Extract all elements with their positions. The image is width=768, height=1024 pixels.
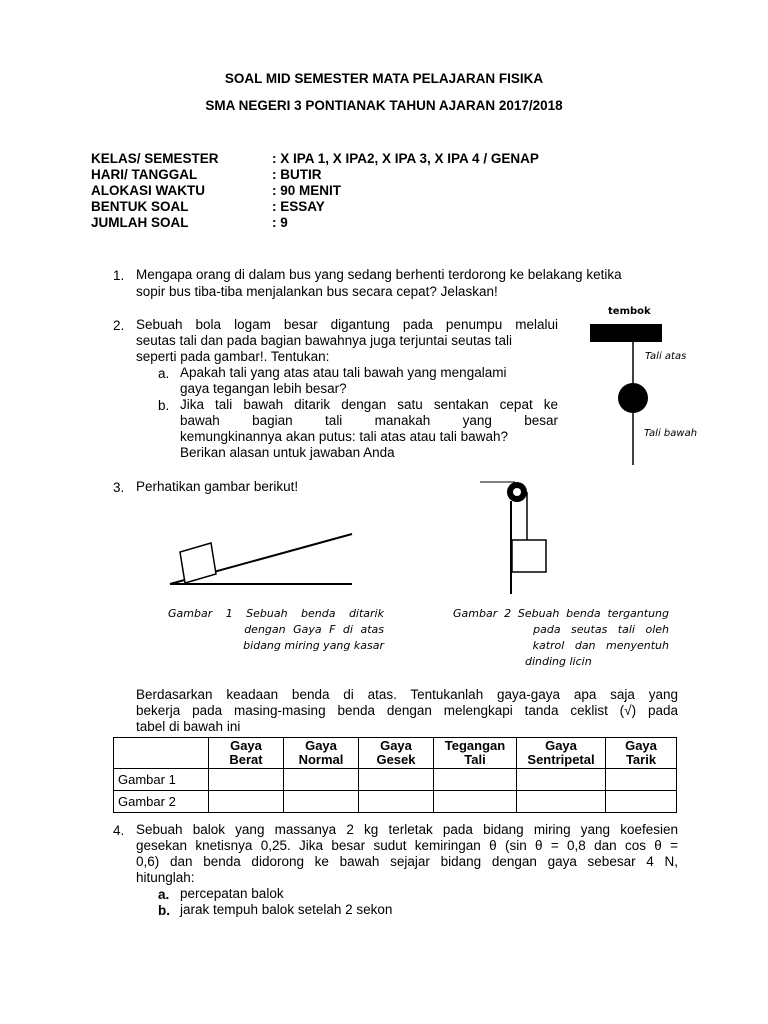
table-header-row (114, 738, 677, 769)
pulley-axle (513, 488, 521, 496)
table-row-label: Gambar 2 (114, 791, 209, 813)
table-cell[interactable] (209, 791, 284, 813)
figure-label-top-rope: Tali atas (645, 351, 687, 362)
wall-support (590, 324, 662, 342)
info-label-count: JUMLAH SOAL (91, 215, 189, 230)
table-cell[interactable] (434, 769, 517, 791)
question-text-line: seperti pada gambar!. Tentukan: (136, 349, 330, 364)
school-subtitle: SMA NEGERI 3 PONTIANAK TAHUN AJARAN 2017/2018 (205, 98, 563, 113)
question-text-line: Sebuah bola logam besar digantung pada penumpu melalui (136, 317, 558, 332)
inclined-plane-figure (165, 530, 360, 590)
page-title: SOAL MID SEMESTER MATA PELAJARAN FISIKA (224, 71, 544, 86)
question-text-line: 0,6) dan benda didorong ke bawah sejajar bidang dengan gaya sebesar 4 N, (136, 854, 678, 869)
table-cell[interactable] (606, 791, 677, 813)
question-text-line: Perhatikan gambar berikut! (136, 479, 299, 494)
figure-1-caption: Gambar 1 Sebuah benda ditarik dengan Gaya F di atas bidang miring yang kasar (168, 607, 384, 652)
sub-question-text: Berikan alasan untuk jawaban Anda (180, 445, 395, 460)
figure-label-bottom-rope: Tali bawah (644, 428, 698, 439)
hanging-block (512, 540, 546, 572)
info-value-date: : BUTIR (272, 167, 322, 182)
info-label-time: ALOKASI WAKTU (91, 183, 205, 198)
table-header: Gaya Normal (284, 738, 359, 769)
question-text-line: bekerja pada masing-masing benda dengan melengkapi tanda ceklist (√) pada (136, 703, 678, 718)
sub-question-letter: b. (158, 903, 170, 918)
table-cell[interactable] (517, 791, 606, 813)
pulley-figure (475, 476, 555, 596)
info-value-time: : 90 MENIT (272, 183, 342, 198)
sub-question-letter: a. (158, 887, 170, 902)
sub-question-text: bawah bagian tali manakah yang besar (180, 413, 558, 428)
question-number: 3. (113, 480, 125, 495)
table-row (114, 791, 677, 813)
table-header: Gaya Sentripetal (517, 738, 606, 769)
table-header: Gaya Gesek (359, 738, 434, 769)
question-number: 1. (113, 268, 125, 283)
question-text-line: hitunglah: (136, 870, 195, 885)
table-cell[interactable] (359, 769, 434, 791)
info-value-class: : X IPA 1, X IPA2, X IPA 3, X IPA 4 / GENAP (272, 151, 539, 166)
block-on-incline (180, 543, 216, 583)
force-checklist-table (113, 737, 677, 813)
table-header: Tegangan Tali (434, 738, 517, 769)
figure-label-wall: tembok (608, 306, 651, 317)
sub-question-text: Apakah tali yang atas atau tali bawah yang mengalami (180, 365, 507, 380)
info-value-form: : ESSAY (272, 199, 325, 214)
question-text-line: seutas tali dan pada bagian bawahnya juga terjuntai seutas tali (136, 333, 513, 348)
sub-question-text: gaya tegangan lebih besar? (180, 381, 347, 396)
metal-ball (618, 383, 648, 413)
table-header-empty (114, 738, 209, 769)
table-cell[interactable] (606, 769, 677, 791)
sub-question-text: jarak tempuh balok setelah 2 sekon (180, 902, 393, 917)
sub-question-text: Jika tali bawah ditarik dengan satu sentakan cepat ke (180, 397, 558, 412)
table-cell[interactable] (434, 791, 517, 813)
table-cell[interactable] (284, 791, 359, 813)
info-label-form: BENTUK SOAL (91, 199, 189, 214)
info-label-date: HARI/ TANGGAL (91, 167, 198, 182)
info-label-class: KELAS/ SEMESTER (91, 151, 219, 166)
table-cell[interactable] (209, 769, 284, 791)
sub-question-text: kemungkinannya akan putus: tali atas atau tali bawah? (180, 429, 508, 444)
question-text-line: Mengapa orang di dalam bus yang sedang berhenti terdorong ke belakang ketika (136, 267, 622, 282)
table-header: Gaya Tarik (606, 738, 677, 769)
table-cell[interactable] (284, 769, 359, 791)
question-number: 4. (113, 823, 125, 838)
table-cell[interactable] (359, 791, 434, 813)
table-cell[interactable] (517, 769, 606, 791)
question-text-line: gesekan knetisnya 0,25. Jika besar sudut kemiringan θ (sin θ = 0,8 dan cos θ = (136, 838, 678, 853)
question-text-line: Sebuah balok yang massanya 2 kg terletak pada bidang miring yang koefesien (136, 822, 678, 837)
table-row-label: Gambar 1 (114, 769, 209, 791)
table-row (114, 769, 677, 791)
sub-question-letter: b. (158, 398, 170, 413)
figure-2-caption: Gambar 2 Sebuah benda tergantung pada seutas tali oleh katrol dan menyentuh dinding licin (453, 607, 669, 668)
question-text-line: tabel di bawah ini (136, 719, 241, 734)
question-text-line: Berdasarkan keadaan benda di atas. Tentukanlah gaya-gaya apa saja yang (136, 687, 678, 702)
hanging-ball-drawing (585, 320, 685, 470)
table-header: Gaya Berat (209, 738, 284, 769)
sub-question-text: percepatan balok (180, 886, 284, 901)
question-text-line: sopir bus tiba-tiba menjalankan bus secara cepat? Jelaskan! (136, 284, 498, 299)
question-number: 2. (113, 318, 125, 333)
sub-question-letter: a. (158, 366, 170, 381)
info-value-count: : 9 (272, 215, 288, 230)
